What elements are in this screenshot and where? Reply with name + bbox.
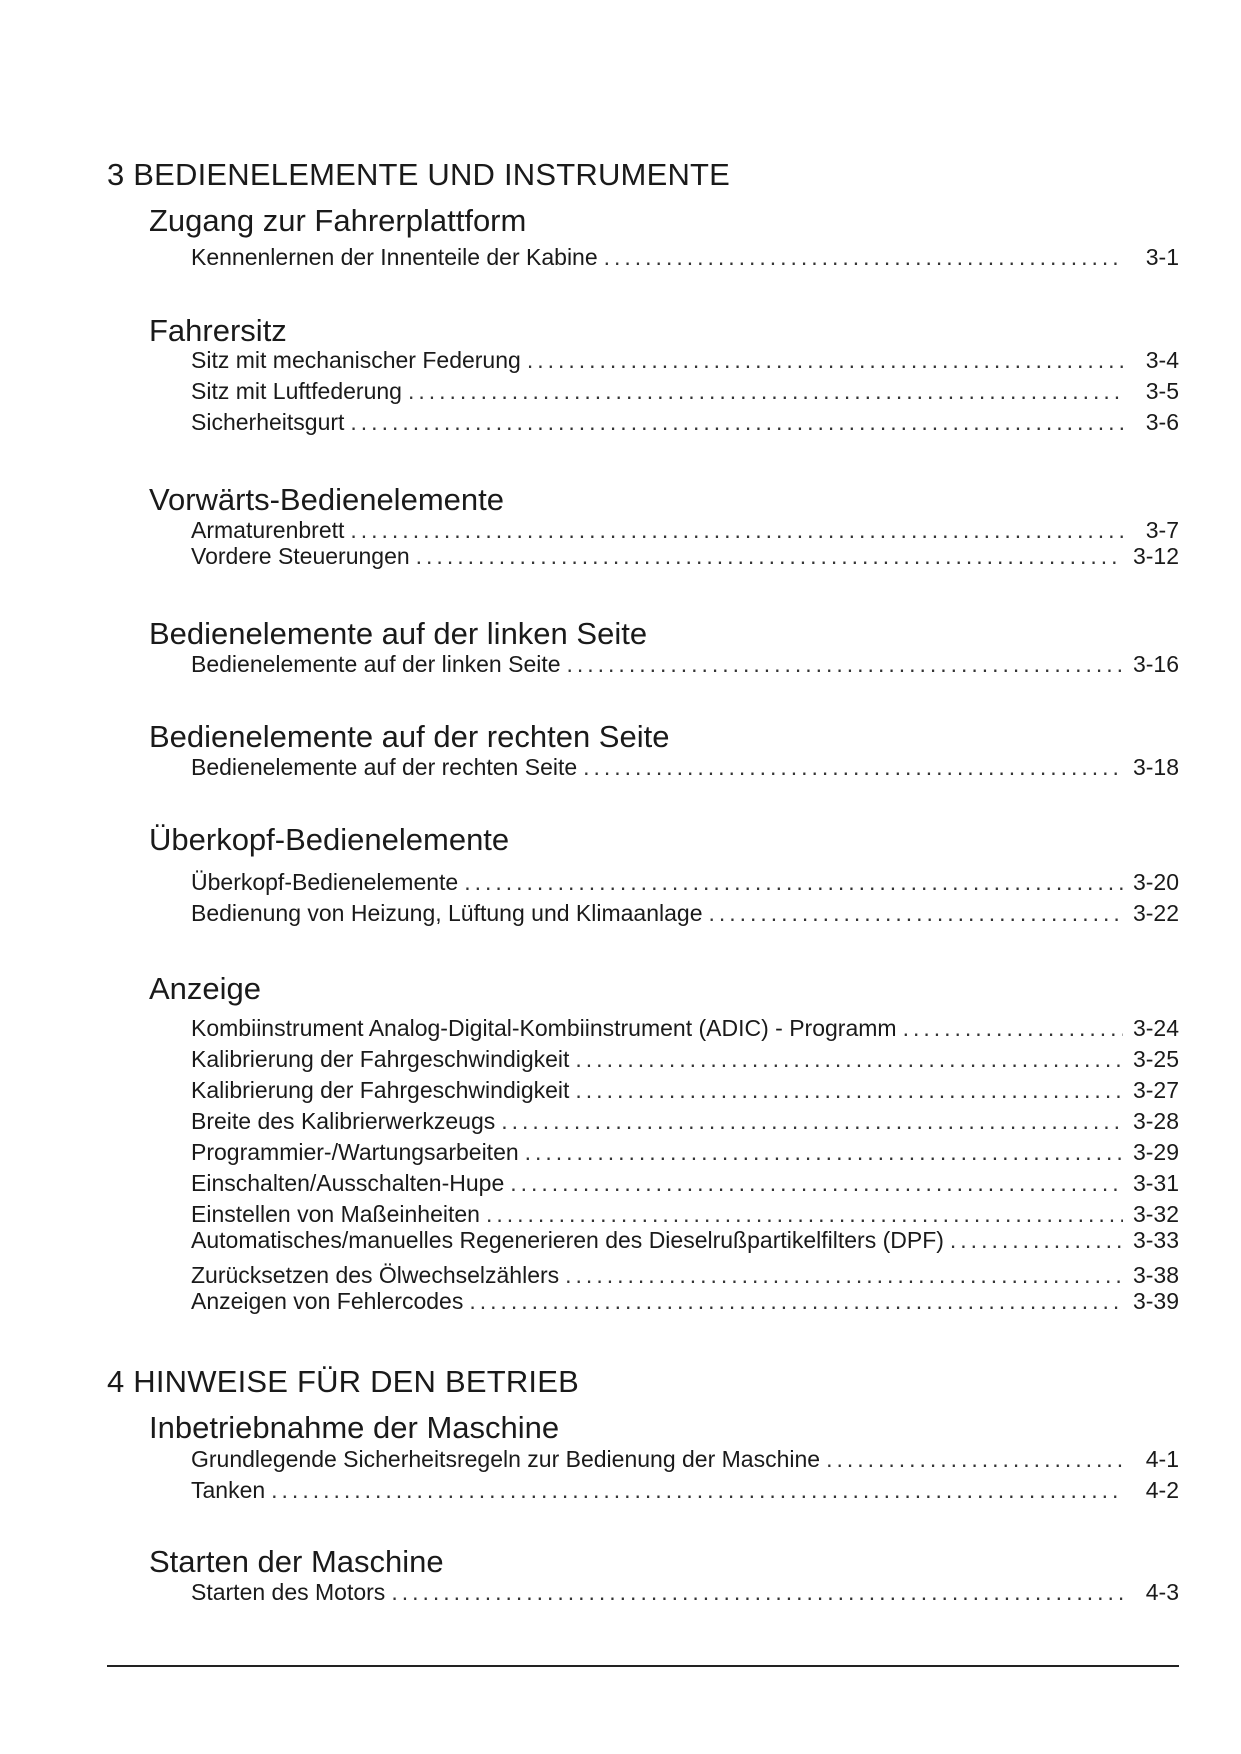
section-title: Starten der Maschine: [149, 1544, 444, 1579]
toc-entry-page: 3-25: [1132, 1046, 1179, 1072]
toc-entry-label: Grundlegende Sicherheitsregeln zur Bedienung der Maschine: [191, 1446, 821, 1472]
section-title: Vorwärts-Bedienelemente: [149, 482, 504, 517]
toc-entry-label: Tanken: [191, 1477, 266, 1503]
toc-entry-page: 3-31: [1132, 1170, 1179, 1196]
chapter-title: 3 BEDIENELEMENTE UND INSTRUMENTE: [107, 157, 731, 192]
toc-entry-page: 3-20: [1132, 869, 1179, 895]
toc-entry[interactable]: [191, 1170, 1179, 1198]
toc-entry-label: Programmier-/Wartungsarbeiten: [191, 1139, 519, 1165]
toc-entry[interactable]: [191, 1288, 1179, 1316]
toc-entry-label: Zurücksetzen des Ölwechselzählers: [191, 1262, 560, 1288]
toc-entry-page: 3-39: [1132, 1288, 1179, 1314]
toc-entry[interactable]: [191, 1477, 1179, 1505]
toc-entry-page: 3-18: [1132, 754, 1179, 780]
toc-entry-page: 3-24: [1132, 1015, 1179, 1041]
toc-entry-page: 3-1: [1145, 244, 1179, 270]
toc-entry-label: Einschalten/Ausschalten-Hupe: [191, 1170, 505, 1196]
dot-leader: [826, 1446, 1123, 1473]
toc-entry-label: Vordere Steuerungen: [191, 543, 410, 569]
toc-entry-label: Sicherheitsgurt: [191, 409, 345, 435]
section-title: Anzeige: [149, 971, 262, 1006]
toc-entry[interactable]: [191, 1262, 1179, 1290]
section-title: Fahrersitz: [149, 313, 287, 348]
toc-entry-page: 3-12: [1132, 543, 1179, 569]
dot-leader: [527, 347, 1123, 374]
chapter-title: 4 HINWEISE FÜR DEN BETRIEB: [107, 1364, 579, 1399]
dot-leader: [416, 543, 1123, 570]
toc-entry[interactable]: [191, 1015, 1179, 1043]
toc-entry-label: Kombiinstrument Analog-Digital-Kombiinstrument (ADIC) - Programm: [191, 1015, 897, 1041]
toc-entry-page: 3-5: [1145, 378, 1179, 404]
toc-entry[interactable]: [191, 347, 1179, 375]
toc-entry-label: Armaturenbrett: [191, 517, 345, 543]
toc-entry-page: 4-2: [1145, 1477, 1179, 1503]
toc-entry[interactable]: [191, 754, 1179, 782]
toc-entry-label: Bedienung von Heizung, Lüftung und Klimaanlage: [191, 900, 703, 926]
toc-entry[interactable]: [191, 651, 1179, 679]
toc-entry[interactable]: [191, 1446, 1179, 1474]
toc-entry-label: Sitz mit mechanischer Federung: [191, 347, 521, 373]
toc-entry[interactable]: [191, 869, 1179, 897]
dot-leader: [525, 1139, 1123, 1166]
dot-leader: [709, 900, 1124, 927]
dot-leader: [350, 409, 1123, 436]
toc-entry-page: 3-29: [1132, 1139, 1179, 1165]
toc-entry[interactable]: [191, 1139, 1179, 1167]
toc-entry[interactable]: [191, 1201, 1179, 1229]
toc-entry-label: Sitz mit Luftfederung: [191, 378, 402, 404]
dot-leader: [604, 244, 1123, 271]
toc-entry[interactable]: [191, 1046, 1179, 1074]
dot-leader: [486, 1201, 1123, 1228]
toc-entry[interactable]: [191, 543, 1179, 571]
toc-entry-page: 3-22: [1132, 900, 1179, 926]
toc-entry[interactable]: [191, 378, 1179, 406]
dot-leader: [950, 1227, 1123, 1254]
toc-entry[interactable]: [191, 1579, 1179, 1607]
dot-leader: [501, 1108, 1123, 1135]
toc-entry[interactable]: [191, 409, 1179, 437]
dot-leader: [575, 1046, 1123, 1073]
toc-entry-label: Einstellen von Maßeinheiten: [191, 1201, 480, 1227]
toc-entry[interactable]: [191, 900, 1179, 928]
toc-entry-label: Anzeigen von Fehlercodes: [191, 1288, 464, 1314]
dot-leader: [271, 1477, 1123, 1504]
dot-leader: [391, 1579, 1123, 1606]
toc-entry-page: 3-38: [1132, 1262, 1179, 1288]
dot-leader: [469, 1288, 1123, 1315]
toc-entry-label: Bedienelemente auf der rechten Seite: [191, 754, 578, 780]
dot-leader: [583, 754, 1123, 781]
toc-entry-page: 4-3: [1145, 1579, 1179, 1605]
section-title: Bedienelemente auf der rechten Seite: [149, 719, 670, 754]
toc-entry-label: Kalibrierung der Fahrgeschwindigkeit: [191, 1077, 570, 1103]
toc-entry-label: Breite des Kalibrierwerkzeugs: [191, 1108, 496, 1134]
toc-entry-page: 3-4: [1145, 347, 1179, 373]
toc-entry-page: 3-27: [1132, 1077, 1179, 1103]
toc-entry[interactable]: [191, 1108, 1179, 1136]
dot-leader: [510, 1170, 1123, 1197]
section-title: Überkopf-Bedienelemente: [149, 822, 510, 857]
toc-entry-label: Überkopf-Bedienelemente: [191, 869, 459, 895]
toc-entry-label: Starten des Motors: [191, 1579, 386, 1605]
toc-entry-page: 3-32: [1132, 1201, 1179, 1227]
toc-entry-page: 3-28: [1132, 1108, 1179, 1134]
dot-leader: [464, 869, 1123, 896]
section-title: Zugang zur Fahrerplattform: [149, 203, 527, 238]
toc-entry-page: 3-16: [1132, 651, 1179, 677]
dot-leader: [575, 1077, 1123, 1104]
toc-entry-page: 3-6: [1145, 409, 1179, 435]
toc-entry-label: Automatisches/manuelles Regenerieren des Dieselrußpartikelfilters (DPF): [191, 1227, 944, 1253]
dot-leader: [408, 378, 1123, 405]
toc-entry-label: Kennenlernen der Innenteile der Kabine: [191, 244, 598, 270]
toc-entry[interactable]: [191, 1077, 1179, 1105]
footer-rule: [107, 1665, 1179, 1667]
dot-leader: [350, 517, 1123, 544]
toc-entry[interactable]: [191, 517, 1179, 545]
toc-entry[interactable]: [191, 1227, 1179, 1255]
section-title: Bedienelemente auf der linken Seite: [149, 616, 648, 651]
dot-leader: [567, 651, 1123, 678]
toc-entry-page: 3-7: [1145, 517, 1179, 543]
dot-leader: [565, 1262, 1123, 1289]
dot-leader: [903, 1015, 1123, 1042]
toc-entry[interactable]: [191, 244, 1179, 272]
toc-entry-label: Kalibrierung der Fahrgeschwindigkeit: [191, 1046, 570, 1072]
toc-entry-page: 3-33: [1132, 1227, 1179, 1253]
toc-entry-label: Bedienelemente auf der linken Seite: [191, 651, 561, 677]
toc-entry-page: 4-1: [1145, 1446, 1179, 1472]
section-title: Inbetriebnahme der Maschine: [149, 1410, 560, 1445]
